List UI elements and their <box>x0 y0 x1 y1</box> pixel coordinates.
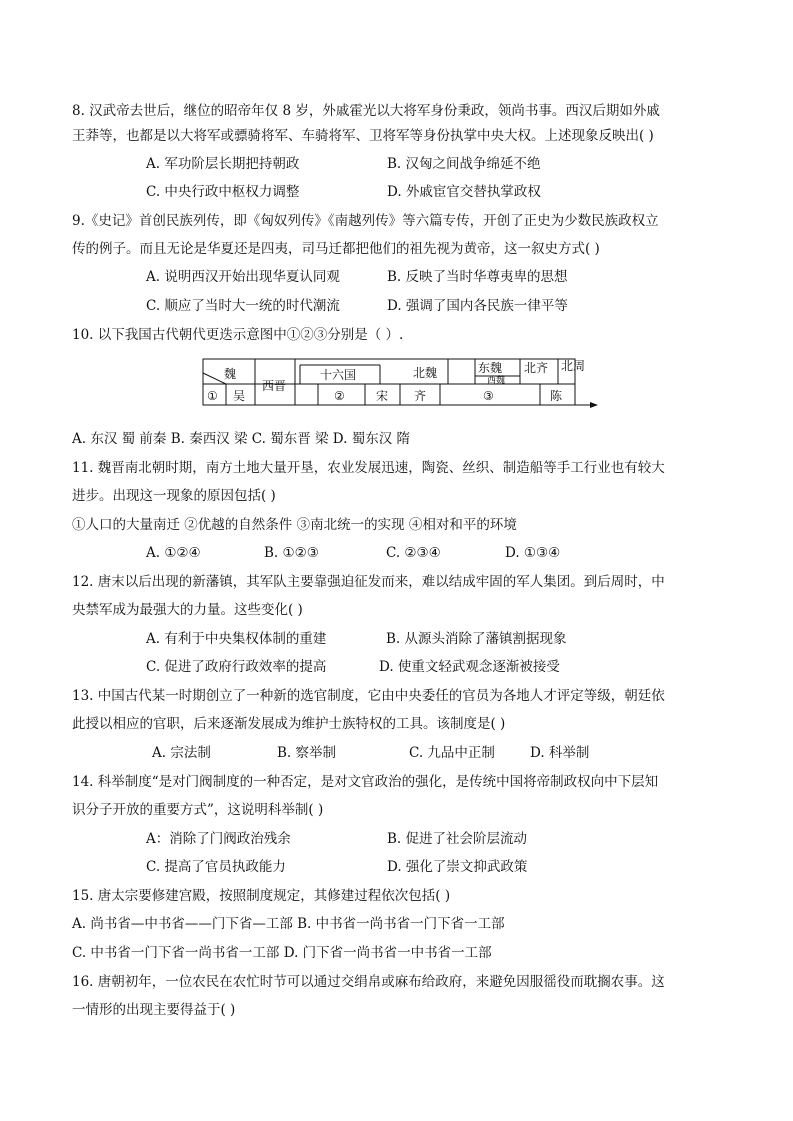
timeline-label-beiqi: 北齐 <box>524 361 549 375</box>
q15-options-cd: C. 中书省一门下省一尚书省一工部 D. 门下省一尚书省一中书省一工部 <box>72 945 492 961</box>
timeline-label-beiwei: 北魏 <box>413 366 438 380</box>
q12-option-c: C. 促进了政府行政效率的提高 <box>146 659 327 675</box>
q11-option-d: D. ①③④ <box>505 545 561 561</box>
q13-option-d: D. 科举制 <box>530 745 590 761</box>
q8-option-b: B. 汉匈之间战争绵延不绝 <box>387 156 541 172</box>
q16-stem-line1: 16. 唐朝初年，一位农民在农忙时节可以通过交绢帛或麻布给政府，来避免因服徭役而耽搁农事。这 <box>72 974 665 990</box>
q12-stem-line1: 12. 唐末以后出现的新藩镇，其军队主要靠强迫征发而来，难以结成牢固的军人集团。到后周时，中 <box>72 574 665 590</box>
q15-options-ab: A. 尚书省—中书省——门下省—工部 B. 中书省一尚书省一门下省一工部 <box>72 916 505 932</box>
timeline-label-chen: 陈 <box>550 389 563 403</box>
q14-option-d: D. 强化了崇文抑武政策 <box>387 859 528 875</box>
q14-option-b: B. 促进了社会阶层流动 <box>387 831 528 847</box>
q8-stem-line2: 王莽等，也都是以大将军或骠骑将军、车骑将军、卫将军等身份执掌中央大权。上述现象反映出( ) <box>72 128 654 144</box>
q13-option-c: C. 九品中正制 <box>409 745 495 761</box>
q12-option-a: A. 有利于中央集权体制的重建 <box>146 631 327 647</box>
q11-option-a: A. ①②④ <box>146 545 201 561</box>
timeline-label-circle3: ③ <box>483 389 494 403</box>
q14-stem-line1: 14. 科举制度“是对门阀制度的一种否定，是对文官政治的强化，是传统中国将帝制政权向中下层知 <box>72 774 659 790</box>
q11-option-b: B. ①②③ <box>264 545 319 561</box>
q11-stem-line1: 11. 魏晋南北朝时期，南方土地大量开垦，农业发展迅速，陶瓷、丝织、制造船等手工行业也有较大 <box>72 460 665 476</box>
timeline-label-wei: 魏 <box>224 367 237 381</box>
q14-option-c: C. 提高了官员执政能力 <box>146 859 286 875</box>
timeline-label-beizhou: 北周 <box>561 359 586 373</box>
q11-option-c: C. ②③④ <box>386 545 441 561</box>
q15-stem: 15. 唐太宗要修建宫殿，按照制度规定，其修建过程依次包括( ) <box>72 888 451 904</box>
q10-stem: 10. 以下我国古代朝代更迭示意图中①②③分别是（ ）. <box>72 327 404 343</box>
dynasty-timeline-diagram <box>200 357 600 409</box>
q8-option-a: A. 军功阶层长期把持朝政 <box>146 156 300 172</box>
timeline-label-dongwei: 东魏 <box>478 361 503 375</box>
q8-stem-line1: 8. 汉武帝去世后，继位的昭帝年仅 8 岁，外戚霍光以大将军身份秉政，领尚书事。西汉后期如外戚 <box>72 103 660 119</box>
timeline-label-shiliuguo: 十六国 <box>320 368 357 382</box>
timeline-label-circle1: ① <box>207 389 218 403</box>
timeline-label-xiwei: 西魏 <box>487 376 506 386</box>
q14-option-a: A：消除了门阀政治残余 <box>146 831 291 847</box>
timeline-label-wu: 吴 <box>233 389 246 403</box>
timeline-label-xijin: 西晋 <box>262 379 287 393</box>
q10-options: A. 东汉 蜀 前秦 B. 秦西汉 梁 C. 蜀东晋 梁 D. 蜀东汉 隋 <box>72 431 411 447</box>
timeline-label-qi: 齐 <box>414 389 427 403</box>
q12-option-d: D. 使重文轻武观念逐渐被接受 <box>379 659 560 675</box>
q12-stem-line2: 央禁军成为最强大的力量。这些变化( ) <box>72 602 303 618</box>
q11-stem-line3: ①人口的大量南迁 ②优越的自然条件 ③南北统一的实现 ④相对和平的环境 <box>72 517 517 533</box>
q8-option-c: C. 中央行政中枢权力调整 <box>146 184 300 200</box>
q11-stem-line2: 进步。出现这一现象的原因包括( ) <box>72 488 276 504</box>
q9-option-d: D. 强调了国内各民族一律平等 <box>387 298 568 314</box>
timeline-label-song: 宋 <box>376 389 389 403</box>
q9-option-a: A. 说明西汉开始出现华夏认同观 <box>146 269 340 285</box>
q8-option-d: D. 外戚宦官交替执掌政权 <box>387 184 541 200</box>
q14-stem-line2: 识分子开放的重要方式”，这说明科举制( ) <box>72 802 324 818</box>
q9-option-b: B. 反映了当时华尊夷卑的思想 <box>387 269 568 285</box>
timeline-label-circle2: ② <box>334 389 345 403</box>
q13-stem-line1: 13. 中国古代某一时期创立了一种新的选官制度，它由中央委任的官员为各地人才评定等级，朝廷依 <box>72 688 665 704</box>
q12-option-b: B. 从源头消除了藩镇割据现象 <box>386 631 567 647</box>
q13-option-a: A. 宗法制 <box>152 745 211 761</box>
q9-stem-line1: 9.《史记》首创民族列传，即《匈奴列传》《南越列传》等六篇专传，开创了正史为少数民族政权立 <box>72 213 659 229</box>
q16-stem-line2: 一情形的出现主要得益于( ) <box>72 1002 236 1018</box>
q9-stem-line2: 传的例子。而且无论是华夏还是四夷，司马迁都把他们的祖先视为黄帝，这一叙史方式( ) <box>72 241 600 257</box>
q13-stem-line2: 此授以相应的官职，后来逐渐发展成为维护士族特权的工具。该制度是( ) <box>72 716 506 732</box>
q9-option-c: C. 顺应了当时大一统的时代潮流 <box>146 298 340 314</box>
q13-option-b: B. 察举制 <box>277 745 337 761</box>
